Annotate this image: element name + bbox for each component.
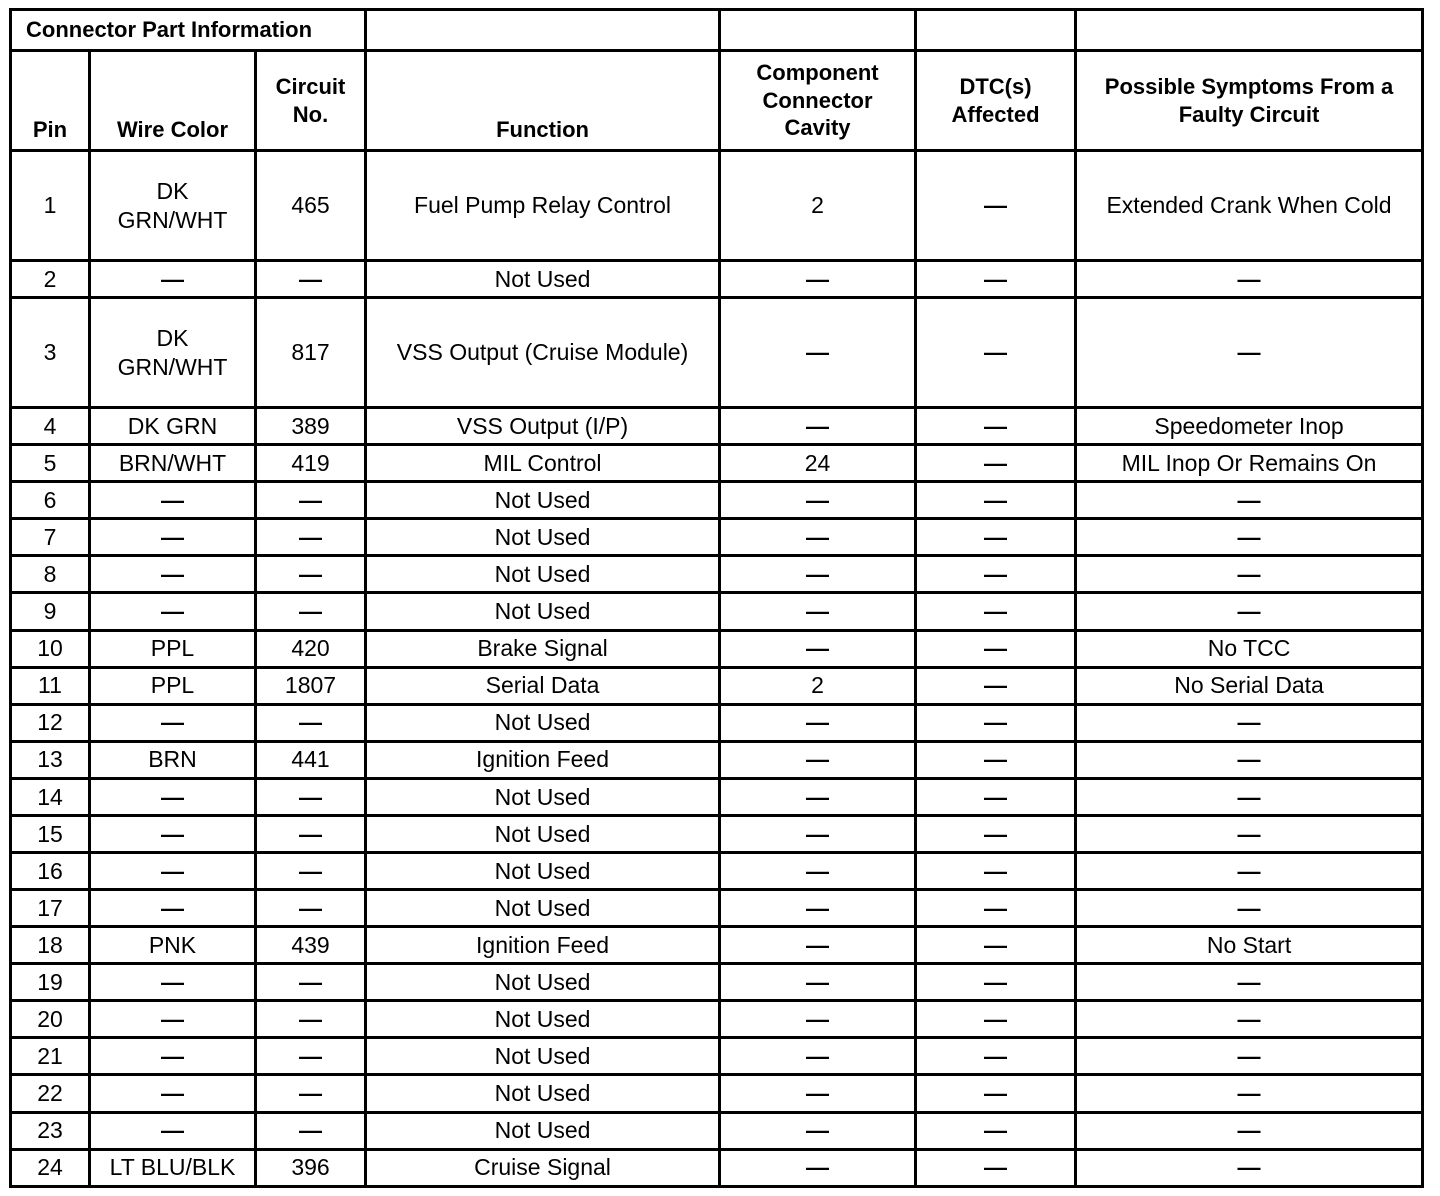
circuit-no-cell: —	[256, 1112, 366, 1149]
symptom-cell: No Serial Data	[1076, 667, 1423, 704]
pin-cell: 6	[11, 482, 90, 519]
table-row	[11, 815, 1423, 852]
dtc-cell: —	[916, 1112, 1076, 1149]
circuit-no-cell: —	[256, 704, 366, 741]
symptom-cell: —	[1076, 1001, 1423, 1038]
cavity-cell: —	[720, 741, 916, 778]
function-cell: Not Used	[366, 261, 720, 298]
pin-cell: 22	[11, 1075, 90, 1112]
table-row	[11, 298, 1423, 408]
function-cell: Not Used	[366, 556, 720, 593]
symptom-cell: —	[1076, 482, 1423, 519]
symptom-cell: —	[1076, 704, 1423, 741]
cavity-cell: —	[720, 964, 916, 1001]
cavity-cell: —	[720, 1001, 916, 1038]
dtc-cell: —	[916, 1001, 1076, 1038]
symptom-cell: —	[1076, 815, 1423, 852]
dtc-cell: —	[916, 593, 1076, 630]
pin-cell: 21	[11, 1038, 90, 1075]
cavity-cell: —	[720, 298, 916, 408]
dtc-cell: —	[916, 482, 1076, 519]
dtc-cell: —	[916, 778, 1076, 815]
function-cell: Not Used	[366, 1038, 720, 1075]
symptom-cell: —	[1076, 778, 1423, 815]
cavity-cell: —	[720, 815, 916, 852]
wire-color-cell: —	[90, 964, 256, 1001]
pin-cell: 9	[11, 593, 90, 630]
table-row	[11, 1075, 1423, 1112]
cavity-cell: —	[720, 1112, 916, 1149]
symptom-cell: —	[1076, 1112, 1423, 1149]
pin-cell: 5	[11, 445, 90, 482]
table-row	[11, 704, 1423, 741]
header-pin: Pin	[11, 51, 90, 151]
caption-row	[11, 10, 1423, 51]
table-row	[11, 853, 1423, 890]
table-row	[11, 890, 1423, 927]
table-row	[11, 667, 1423, 704]
wire-color-cell: PPL	[90, 630, 256, 667]
function-cell: Not Used	[366, 1112, 720, 1149]
dtc-cell: —	[916, 408, 1076, 445]
table-row	[11, 151, 1423, 261]
table-row	[11, 1038, 1423, 1075]
header-dtc-affected: DTC(s) Affected	[916, 51, 1076, 151]
wire-color-cell: —	[90, 482, 256, 519]
cavity-cell: 2	[720, 151, 916, 261]
dtc-cell: —	[916, 1038, 1076, 1075]
wire-color-cell: BRN	[90, 741, 256, 778]
cavity-cell: —	[720, 853, 916, 890]
function-cell: VSS Output (Cruise Module)	[366, 298, 720, 408]
caption-empty-cell	[1076, 10, 1423, 51]
cavity-cell: —	[720, 927, 916, 964]
cavity-cell: —	[720, 408, 916, 445]
pin-cell: 1	[11, 151, 90, 261]
cavity-cell: —	[720, 261, 916, 298]
pin-cell: 12	[11, 704, 90, 741]
cavity-cell: —	[720, 890, 916, 927]
cavity-cell: —	[720, 630, 916, 667]
table-row	[11, 408, 1423, 445]
caption-empty-cell	[916, 10, 1076, 51]
wire-color-cell: —	[90, 890, 256, 927]
function-cell: Not Used	[366, 778, 720, 815]
pin-cell: 17	[11, 890, 90, 927]
pin-cell: 8	[11, 556, 90, 593]
table-row	[11, 630, 1423, 667]
circuit-no-cell: —	[256, 778, 366, 815]
cavity-cell: —	[720, 556, 916, 593]
header-row	[11, 51, 1423, 151]
function-cell: Ignition Feed	[366, 741, 720, 778]
cavity-cell: —	[720, 1149, 916, 1186]
dtc-cell: —	[916, 151, 1076, 261]
pin-cell: 3	[11, 298, 90, 408]
caption-empty-cell	[720, 10, 916, 51]
circuit-no-cell: —	[256, 1038, 366, 1075]
wire-color-cell: PNK	[90, 927, 256, 964]
wire-color-cell: —	[90, 1075, 256, 1112]
wire-color-cell: —	[90, 778, 256, 815]
symptom-cell: —	[1076, 298, 1423, 408]
pin-cell: 15	[11, 815, 90, 852]
function-cell: Not Used	[366, 890, 720, 927]
cavity-cell: —	[720, 704, 916, 741]
pin-cell: 18	[11, 927, 90, 964]
wire-color-cell: PPL	[90, 667, 256, 704]
symptom-cell: —	[1076, 1075, 1423, 1112]
function-cell: Fuel Pump Relay Control	[366, 151, 720, 261]
cavity-cell: —	[720, 519, 916, 556]
table-row	[11, 741, 1423, 778]
pin-cell: 11	[11, 667, 90, 704]
function-cell: Cruise Signal	[366, 1149, 720, 1186]
function-cell: Ignition Feed	[366, 927, 720, 964]
cavity-cell: —	[720, 778, 916, 815]
circuit-no-cell: —	[256, 556, 366, 593]
function-cell: Brake Signal	[366, 630, 720, 667]
pin-cell: 7	[11, 519, 90, 556]
table-row	[11, 927, 1423, 964]
pin-cell: 24	[11, 1149, 90, 1186]
symptom-cell: Speedometer Inop	[1076, 408, 1423, 445]
table-row	[11, 482, 1423, 519]
circuit-no-cell: —	[256, 890, 366, 927]
symptom-cell: No TCC	[1076, 630, 1423, 667]
header-connector-cavity: Component Connector Cavity	[720, 51, 916, 151]
symptom-cell: —	[1076, 593, 1423, 630]
wire-color-cell: —	[90, 519, 256, 556]
dtc-cell: —	[916, 815, 1076, 852]
dtc-cell: —	[916, 1075, 1076, 1112]
circuit-no-cell: —	[256, 815, 366, 852]
cavity-cell: —	[720, 482, 916, 519]
circuit-no-cell: —	[256, 1075, 366, 1112]
pin-cell: 16	[11, 853, 90, 890]
header-wire-color: Wire Color	[90, 51, 256, 151]
table-row	[11, 593, 1423, 630]
wire-color-cell: DK GRN	[90, 408, 256, 445]
symptom-cell: MIL Inop Or Remains On	[1076, 445, 1423, 482]
function-cell: MIL Control	[366, 445, 720, 482]
function-cell: VSS Output (I/P)	[366, 408, 720, 445]
symptom-cell: Extended Crank When Cold	[1076, 151, 1423, 261]
wire-color-cell: DK GRN/WHT	[90, 151, 256, 261]
symptom-cell: —	[1076, 1149, 1423, 1186]
function-cell: Not Used	[366, 853, 720, 890]
circuit-no-cell: 465	[256, 151, 366, 261]
wire-color-cell: —	[90, 815, 256, 852]
function-cell: Not Used	[366, 964, 720, 1001]
circuit-no-cell: —	[256, 593, 366, 630]
circuit-no-cell: —	[256, 482, 366, 519]
wire-color-cell: —	[90, 593, 256, 630]
symptom-cell: —	[1076, 1038, 1423, 1075]
dtc-cell: —	[916, 556, 1076, 593]
dtc-cell: —	[916, 298, 1076, 408]
connector-table	[9, 8, 1424, 1188]
wire-color-cell: DK GRN/WHT	[90, 298, 256, 408]
pin-cell: 19	[11, 964, 90, 1001]
dtc-cell: —	[916, 519, 1076, 556]
symptom-cell: —	[1076, 890, 1423, 927]
dtc-cell: —	[916, 853, 1076, 890]
circuit-no-cell: —	[256, 853, 366, 890]
cavity-cell: 2	[720, 667, 916, 704]
function-cell: Serial Data	[366, 667, 720, 704]
dtc-cell: —	[916, 667, 1076, 704]
table-row	[11, 964, 1423, 1001]
dtc-cell: —	[916, 704, 1076, 741]
circuit-no-cell: 419	[256, 445, 366, 482]
wire-color-cell: LT BLU/BLK	[90, 1149, 256, 1186]
cavity-cell: —	[720, 593, 916, 630]
dtc-cell: —	[916, 261, 1076, 298]
circuit-no-cell: 396	[256, 1149, 366, 1186]
wire-color-cell: —	[90, 704, 256, 741]
circuit-no-cell: —	[256, 519, 366, 556]
symptom-cell: —	[1076, 556, 1423, 593]
circuit-no-cell: 420	[256, 630, 366, 667]
header-function: Function	[366, 51, 720, 151]
cavity-cell: —	[720, 1038, 916, 1075]
dtc-cell: —	[916, 741, 1076, 778]
caption-empty-cell	[366, 10, 720, 51]
pin-cell: 10	[11, 630, 90, 667]
cavity-cell: 24	[720, 445, 916, 482]
cavity-cell: —	[720, 1075, 916, 1112]
dtc-cell: —	[916, 890, 1076, 927]
dtc-cell: —	[916, 964, 1076, 1001]
circuit-no-cell: —	[256, 1001, 366, 1038]
dtc-cell: —	[916, 927, 1076, 964]
symptom-cell: —	[1076, 741, 1423, 778]
symptom-cell: —	[1076, 964, 1423, 1001]
table-row	[11, 1001, 1423, 1038]
wire-color-cell: —	[90, 1001, 256, 1038]
table-row	[11, 519, 1423, 556]
symptom-cell: No Start	[1076, 927, 1423, 964]
table-row	[11, 261, 1423, 298]
circuit-no-cell: —	[256, 964, 366, 1001]
symptom-cell: —	[1076, 261, 1423, 298]
function-cell: Not Used	[366, 593, 720, 630]
pin-cell: 2	[11, 261, 90, 298]
table-row	[11, 445, 1423, 482]
function-cell: Not Used	[366, 482, 720, 519]
table-caption: Connector Part Information	[11, 10, 366, 51]
circuit-no-cell: 439	[256, 927, 366, 964]
pin-cell: 14	[11, 778, 90, 815]
pin-cell: 13	[11, 741, 90, 778]
function-cell: Not Used	[366, 1075, 720, 1112]
pin-cell: 23	[11, 1112, 90, 1149]
function-cell: Not Used	[366, 1001, 720, 1038]
function-cell: Not Used	[366, 519, 720, 556]
dtc-cell: —	[916, 1149, 1076, 1186]
wire-color-cell: —	[90, 1112, 256, 1149]
symptom-cell: —	[1076, 853, 1423, 890]
table-row	[11, 778, 1423, 815]
dtc-cell: —	[916, 445, 1076, 482]
pin-cell: 4	[11, 408, 90, 445]
wire-color-cell: —	[90, 853, 256, 890]
circuit-no-cell: 817	[256, 298, 366, 408]
header-circuit-no: Circuit No.	[256, 51, 366, 151]
wire-color-cell: —	[90, 1038, 256, 1075]
circuit-no-cell: 389	[256, 408, 366, 445]
circuit-no-cell: 1807	[256, 667, 366, 704]
function-cell: Not Used	[366, 704, 720, 741]
circuit-no-cell: 441	[256, 741, 366, 778]
wire-color-cell: BRN/WHT	[90, 445, 256, 482]
header-possible-symptoms: Possible Symptoms From a Faulty Circuit	[1076, 51, 1423, 151]
table-row	[11, 1112, 1423, 1149]
symptom-cell: —	[1076, 519, 1423, 556]
pin-cell: 20	[11, 1001, 90, 1038]
wire-color-cell: —	[90, 556, 256, 593]
circuit-no-cell: —	[256, 261, 366, 298]
function-cell: Not Used	[366, 815, 720, 852]
table-row	[11, 1149, 1423, 1186]
wire-color-cell: —	[90, 261, 256, 298]
dtc-cell: —	[916, 630, 1076, 667]
table-row	[11, 556, 1423, 593]
